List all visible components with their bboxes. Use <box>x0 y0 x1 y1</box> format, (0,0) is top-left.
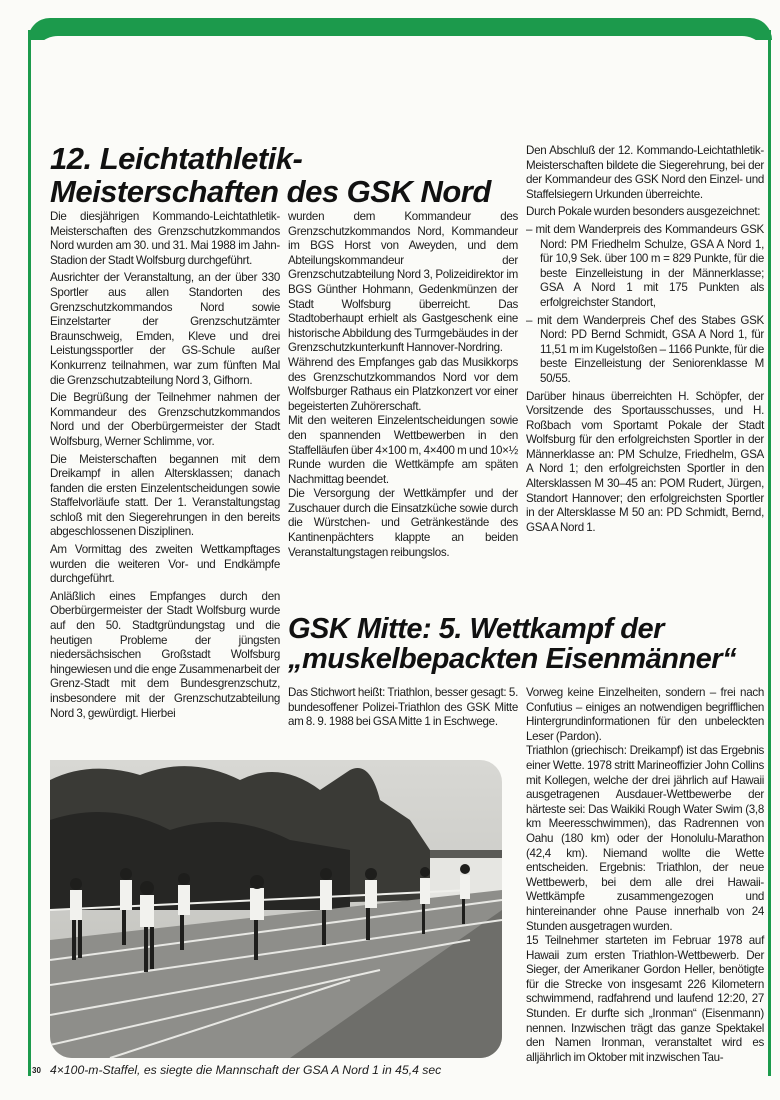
list-item: – mit dem Wanderpreis Chef des Stabes GSK Nord: PD Bernd Schmidt, GSA A Nord 1, für 11,51 m im Kugelstoßen – 1166 Punkte, für die beste Einzelleistung der Seniorenklasse M 50/55. <box>526 313 764 385</box>
page-number: 30 <box>32 1066 41 1075</box>
paragraph: Die Begrüßung der Teilnehmer nahmen der Kommandeur des Grenzschutzkommandos Nord und der Oberbürgermeister der Stadt Wolfsburg, Werner Schlimme, vor. <box>50 391 280 448</box>
relay-race-photo <box>50 760 502 1058</box>
article-2-column <box>526 686 764 1065</box>
green-frame-left <box>28 30 31 1076</box>
paragraph: Die Versorgung der Wettkämpfer und der Zuschauer durch die Einsatzküche sowie durch die Würstchen- und Getränkestände des Kantinenpächters klappte an beiden Veranstaltungstagen reibungslos. <box>288 487 518 559</box>
paragraph: Triathlon (griechisch: Dreikampf) ist das Ergebnis einer Wette. 1978 stritt Marineoffizier John Collins mit Kollegen, welche der drei jährlich auf Hawaii ausgetragenen Ausdauer-Wettbewerbe der härteste sei: Das Waikiki Rough Water Swim (3,8 km Meeresschwimmen), das Radrennen von Oahu (180 km) oder der Honolulu-Marathon (42,4 km). Niemand wollte die Wette entscheiden. Ergebnis: Triathlon, der neue Wettbewerb, bei dem alle drei Hawaii-Wettkämpfe zusammengezogen und hintereinander ohne Pause innerhalb von 24 Stunden ausgetragen wurden. <box>526 744 764 933</box>
green-frame-right <box>768 30 771 1076</box>
paragraph: wurden dem Kommandeur des Grenzschutzkommandos Nord, Kommandeur im BGS Horst von Aweyden, und dem Abteilungskommandeur der Grenzschutzabteilung Nord 3, Polizeidirektor im BGS Günther Hohmann, Gedenkmünzen der Stadt Wolfsburg überreicht. Das Stadtoberhaupt erhielt als Gastgeschenk eine historische Abbildung des Turmgebäudes in der Grenzschutzkunterkunft Hannover-Nordring. <box>288 210 518 355</box>
article-column-2 <box>288 210 518 560</box>
article-column-3 <box>526 144 764 538</box>
award-list <box>526 223 764 387</box>
paragraph: Die diesjährigen Kommando-Leichtathletik-Meisterschaften des Grenzschutzkommandos Nord wurden am 30. und 31. Mai 1988 im Jahn-Stadion der Stadt Wolfsburg durchgeführt. <box>50 210 280 267</box>
paragraph: Während des Empfanges gab das Musikkorps des Grenzschutzkommandos Nord vor dem Wolfsburger Rathaus ein Platzkonzert vor einer begeisterten Zuhörerschaft. <box>288 355 518 413</box>
article-2-intro <box>288 686 518 733</box>
paragraph: Durch Pokale wurden besonders ausgezeichnet: <box>526 205 761 219</box>
paragraph: Anläßlich eines Empfanges durch den Oberbürgermeister der Stadt Wolfsburg wurde auf den 50. Stadtgründungstag und die heutigen Probleme der jüngsten niedersächsischen Großstadt Wolfsburg hingewiesen und die enge Zusammenarbeit der Grenz-Stadt mit dem Bundesgrenzschutz, insbesondere mit der Grenzschutzabteilung Nord 3, gewürdigt. Hierbei <box>50 589 280 720</box>
paragraph: Das Stichwort heißt: Triathlon, besser gesagt: 5. bundesoffener Polizei-Triathlon des GSK Mitte am 8. 9. 1988 bei GSA Mitte 1 in Eschwege. <box>288 686 518 729</box>
paragraph: Vorweg keine Einzelheiten, sondern – frei nach Confutius – einiges an notwendigen begrifflichen Hintergrundinformationen für den unbeleckten Leser (Pardon). <box>526 686 764 743</box>
paragraph: Mit den weiteren Einzelentscheidungen sowie den spannenden Wettbewerben in den Staffelläufen über 4×100 m, 4×400 m und 10×½ Runde wurden die Wettkämpfe am späten Nachmittag beendet. <box>288 414 518 486</box>
paragraph: Ausrichter der Veranstaltung, an der über 330 Sportler aus allen Standorten des Grenzschutzkommandos Nord sowie Einzelstarter der Grenzschutzämter Braunschweig, Emden, Kleve und drei Leistungssportler der GS-Schule außer Konkurrenz teilnahmen, war zum fünften Mal die Grenzschutzabteilung Nord 3, Gifhorn. <box>50 271 280 387</box>
list-item: – mit dem Wanderpreis des Kommandeurs GSK Nord: PM Friedhelm Schulze, GSA A Nord 1, für 10,9 Sek. über 100 m = 829 Punkte, für die beste Einzelleistung in der Männerklasse; GSA A Nord 1 mit 175 Punkten als erfolgreichster Standort, <box>526 222 764 309</box>
paragraph: Darüber hinaus überreichten H. Schöpfer, der Vorsitzende des Sportausschusses, und H. Roßbach vom Sportamt Pokale der Stadt Wolfsburg für den erfolgreichsten Sportler in der Männerklasse an: PM Schulze, Friedhelm, GSA A Nord 1; den erfolgreichsten Sportler in den Altersklassen M 30–45 an: POM Rudert, Jürgen, Standort Hannover; den erfolgreichsten Sportler in der Altersklasse M 50 an: PD Schmidt, Bernd, GSA A Nord 1. <box>526 389 764 534</box>
article-column-1 <box>50 210 280 724</box>
paragraph: Den Abschluß der 12. Kommando-Leichtathletik-Meisterschaften bildete die Siegerehrung, bei der der Kommandeur des GSK Nord den Einzel- und Staffelsiegern Urkunden überreichte. <box>526 144 764 201</box>
article-title: 12. Leichtathletik-Meisterschaften des GSK Nord <box>50 141 491 209</box>
paragraph: Die Meisterschaften begannen mit dem Dreikampf in allen Altersklassen; danach fanden die ersten Einzelentscheidungen sowie Staffelvorläufe statt. Der 1. Veranstaltungstag schloß mit den Siegerehrungen in den bereits abgeschlossenen Disziplinen. <box>50 452 280 539</box>
article-2-title: GSK Mitte: 5. Wettkampf der „muskelbepackten Eisenmänner“ <box>288 613 737 676</box>
paragraph: 15 Teilnehmer starteten im Februar 1978 auf Hawaii zum ersten Triathlon-Wettbewerb. Der Sieger, der Amerikaner Gordon Heller, benötigte für die Strecke von insgesamt 226 Kilometern schwimmend, radfahrend und laufend 12:20, 27 Stunden. Er durfte sich „Ironman“ (Eisenmann) nennen. Inzwischen trägt das ganze Spektakel den Namen Ironman, veranstaltet wird es alljährlich im Oktober mit inzwischen Tau- <box>526 934 764 1064</box>
photo-caption: 4×100-m-Staffel, es siegte die Mannschaft der GSA A Nord 1 in 45,4 sec <box>50 1063 442 1077</box>
paragraph: Am Vormittag des zweiten Wettkampftages wurden die weiteren Vor- und Endkämpfe durchgeführt. <box>50 543 280 586</box>
